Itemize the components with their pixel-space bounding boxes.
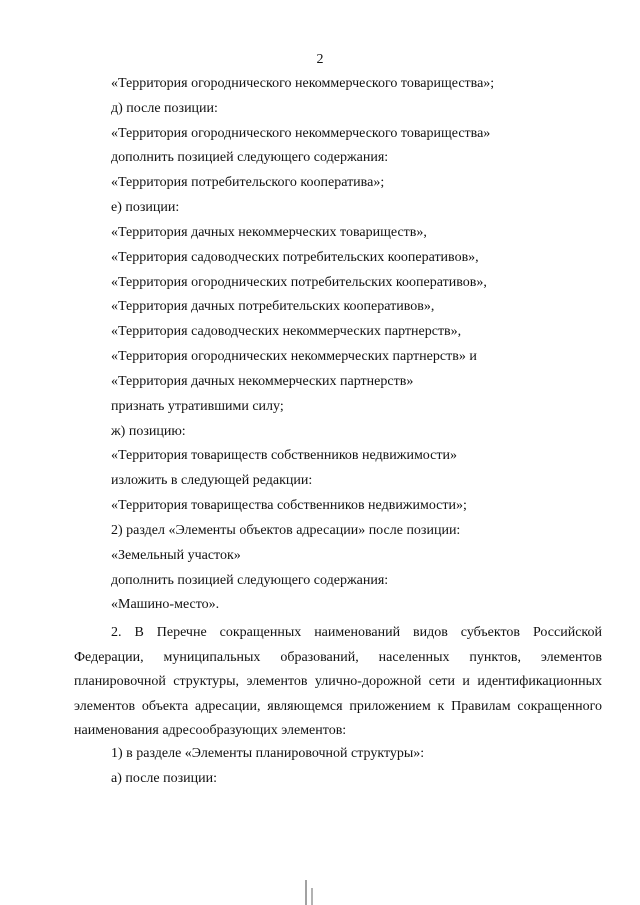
text-line: 2) раздел «Элементы объектов адресации» после позиции: <box>111 523 461 538</box>
text-line: «Территория потребительского кооператива»; <box>111 175 385 190</box>
text-line: дополнить позицией следующего содержания: <box>111 573 389 588</box>
text-line: «Территория садоводческих потребительских кооперативов», <box>111 250 479 265</box>
text-line: «Территория товарищества собственников недвижимости»; <box>111 498 467 513</box>
text-line: «Территория дачных некоммерческих партнерств» <box>111 374 414 389</box>
text-line: д) после позиции: <box>111 101 218 116</box>
text-line: ж) позицию: <box>111 424 186 439</box>
text-line: «Территория огороднических потребительских кооперативов», <box>111 275 487 290</box>
text-line: «Территория огороднических некоммерческих партнерств» и <box>111 349 477 364</box>
text-line: «Территория дачных некоммерческих товариществ», <box>111 225 427 240</box>
text-line: а) после позиции: <box>111 771 218 786</box>
text-line: признать утратившими силу; <box>111 399 284 414</box>
paragraph: 2. В Перечне сокращенных наименований видов субъектов Российской Федерации, муниципальных образований, населенных пунктов, элементов планировочной структуры, элементов улично-дорожной сети и идентификационных элементов объекта адресации, являющемся приложением к Правилам сокращенного наименования адресообразующих элементов: <box>74 625 602 738</box>
text-line: «Территория дачных потребительских кооперативов», <box>111 299 435 314</box>
text-line: «Земельный участок» <box>111 548 241 563</box>
text-line: «Территория огороднического некоммерческого товарищества»; <box>111 76 495 91</box>
text-line: «Территория товариществ собственников недвижимости» <box>111 448 457 463</box>
page-number: 2 <box>316 52 324 67</box>
scan-artifact <box>300 880 320 905</box>
text-line: дополнить позицией следующего содержания: <box>111 150 389 165</box>
text-line: «Территория огороднического некоммерческого товарищества» <box>111 126 491 141</box>
text-line: «Территория садоводческих некоммерческих партнерств», <box>111 324 462 339</box>
text-line: «Машино-место». <box>111 597 220 612</box>
text-line: изложить в следующей редакции: <box>111 473 313 488</box>
text-line: 1) в разделе «Элементы планировочной структуры»: <box>111 746 425 761</box>
text-line: е) позиции: <box>111 200 180 215</box>
